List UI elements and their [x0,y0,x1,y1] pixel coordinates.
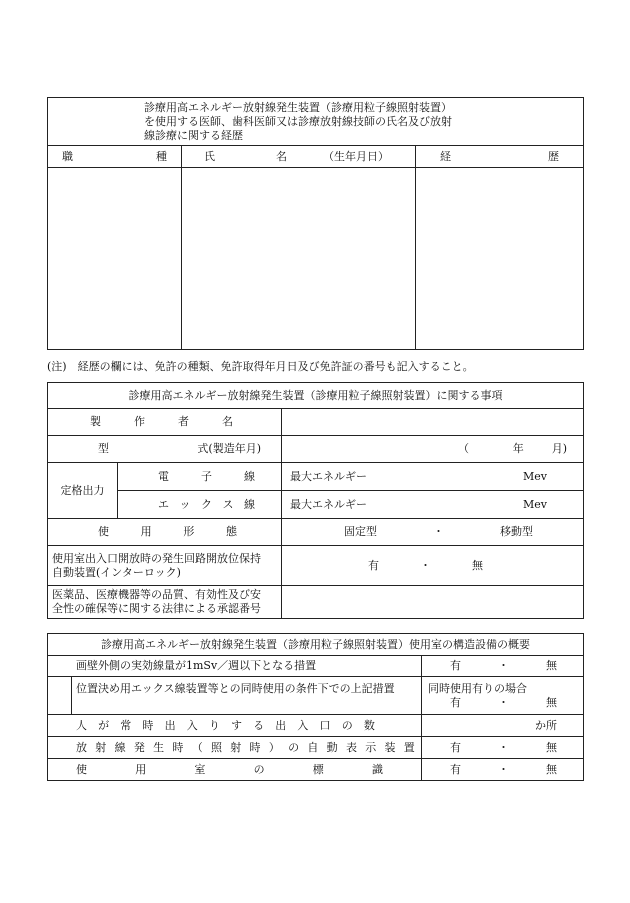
approval-label: 医薬品、医療機器等の品質、有効性及び安 全性の確保等に関する法律による承認番号 [48,586,282,619]
autodisplay-char: 発 [133,740,145,754]
roomsign-char: 使 [76,762,87,776]
entrances-char: 出 [275,718,287,732]
positioning-value[interactable]: 同時使用有りの場合 有 ・ 無 [422,677,584,715]
indent-cell [48,677,72,715]
interlock-value[interactable]: 有 ・ 無 [282,546,584,586]
roomsign-char: の [253,762,265,776]
interlock-label: 使用室出入口開放時の発生回路開放位保持 自動装置(インターロック) [48,546,282,586]
career-title-line1: 診療用高エネルギー放射線発生装置（診療用粒子線照射装置） [144,101,452,114]
career-table [47,97,584,350]
autodisplay-char: 表 [345,740,357,754]
autodisplay-char: 射 [95,740,107,754]
autodisplay-char: 生 [153,740,165,754]
entrances-char: 数 [363,718,375,732]
autodisplay-char: 置 [403,740,415,754]
room-table-title: 診療用高エネルギー放射線発生装置（診療用粒子線照射装置）使用室の構造設備の概要 [48,634,584,656]
career-title-line3: 線診療に関する経歴 [144,129,243,142]
manufacturer-label: 製 作 者 名 [48,409,282,436]
autodisplay-char: ） [268,740,280,754]
room-sign-label [48,759,422,781]
occupation-header: 職 種 [48,146,182,168]
autodisplay-char: 射 [230,740,242,754]
fixed-option: 固定型 [344,525,377,538]
name-header: 氏 名 （生年月日） [182,146,416,168]
autodisplay-char: 放 [76,740,87,754]
roomsign-char: 室 [194,762,206,776]
autodisplay-char: 自 [307,740,319,754]
room-sign-value[interactable]: 有 ・ 無 [422,759,584,781]
career-note: (注) 経歴の欄には、免許の種類、免許取得年月日及び免許証の番号も記入すること。 [47,360,474,373]
device-table-title: 診療用高エネルギー放射線発生装置（診療用粒子線照射装置）に関する事項 [48,383,584,409]
entrance-count-value[interactable]: か所 [422,715,584,737]
room-table [47,633,584,781]
name-cell[interactable] [182,168,416,350]
entrances-char: 出 [164,718,176,732]
rated-output-label: 定格出力 [48,463,118,519]
birth-date-header: （生年月日） [323,149,389,163]
autodisplay-char: 動 [326,740,338,754]
autodisplay-char: の [288,740,300,754]
autodisplay-char: 示 [365,740,377,754]
roomsign-char: 用 [135,762,147,776]
usage-label: 使 用 形 態 [48,519,282,546]
roomsign-char: 識 [371,762,383,776]
mobile-option: 移動型 [500,525,534,538]
device-table [47,382,584,619]
wall-measure-value[interactable]: 有 ・ 無 [422,656,584,677]
autodisplay-char: 装 [384,740,396,754]
entrance-count-label [48,715,422,737]
career-title-line2: を使用する医師、歯科医師又は診療放射線技師の氏名及び放射 [144,115,452,128]
career-table-title [48,98,584,146]
entrances-char: 入 [186,718,198,732]
approval-number-value[interactable] [282,586,584,619]
entrances-char: 口 [319,718,331,732]
autodisplay-char: 時 [172,740,184,754]
occupation-cell[interactable] [48,168,182,350]
electron-energy-value[interactable]: 最大エネルギー Mev [282,463,584,491]
entrances-char: す [230,718,242,732]
entrances-char: り [208,718,220,732]
entrances-char: 入 [297,718,309,732]
usage-value[interactable]: 固定型 ・ 移動型 [282,519,584,546]
simultaneous-use-note: 同時使用有りの場合 [428,681,527,695]
electron-label: 電 子 線 [118,463,282,491]
positioning-label: 位置決め用エックス線装置等との同時使用の条件下での上記措置 [72,677,422,715]
career-header: 経 歴 [416,146,584,168]
roomsign-char: 標 [312,762,324,776]
model-label: 型 式(製造年月) [48,436,282,463]
xray-energy-value[interactable]: 最大エネルギー Mev [282,491,584,519]
entrances-char: 人 [76,718,87,732]
wall-measure-label: 画壁外側の実効線量が1mSv／週以下となる措置 [48,656,422,677]
auto-display-value[interactable]: 有 ・ 無 [422,737,584,759]
xray-label: エ ッ ク ス 線 [118,491,282,519]
autodisplay-char: 照 [210,740,222,754]
entrances-char: の [341,718,353,732]
autodisplay-char: 線 [114,740,126,754]
model-value[interactable]: （ 年 月) [282,436,584,463]
entrances-char: が [98,718,110,732]
entrances-char: 常 [120,718,132,732]
entrances-char: 時 [142,718,154,732]
autodisplay-char: （ [191,740,203,754]
manufacturer-value[interactable] [282,409,584,436]
auto-display-label [48,737,422,759]
autodisplay-char: 時 [249,740,261,754]
career-cell[interactable] [416,168,584,350]
entrances-char: る [253,718,265,732]
